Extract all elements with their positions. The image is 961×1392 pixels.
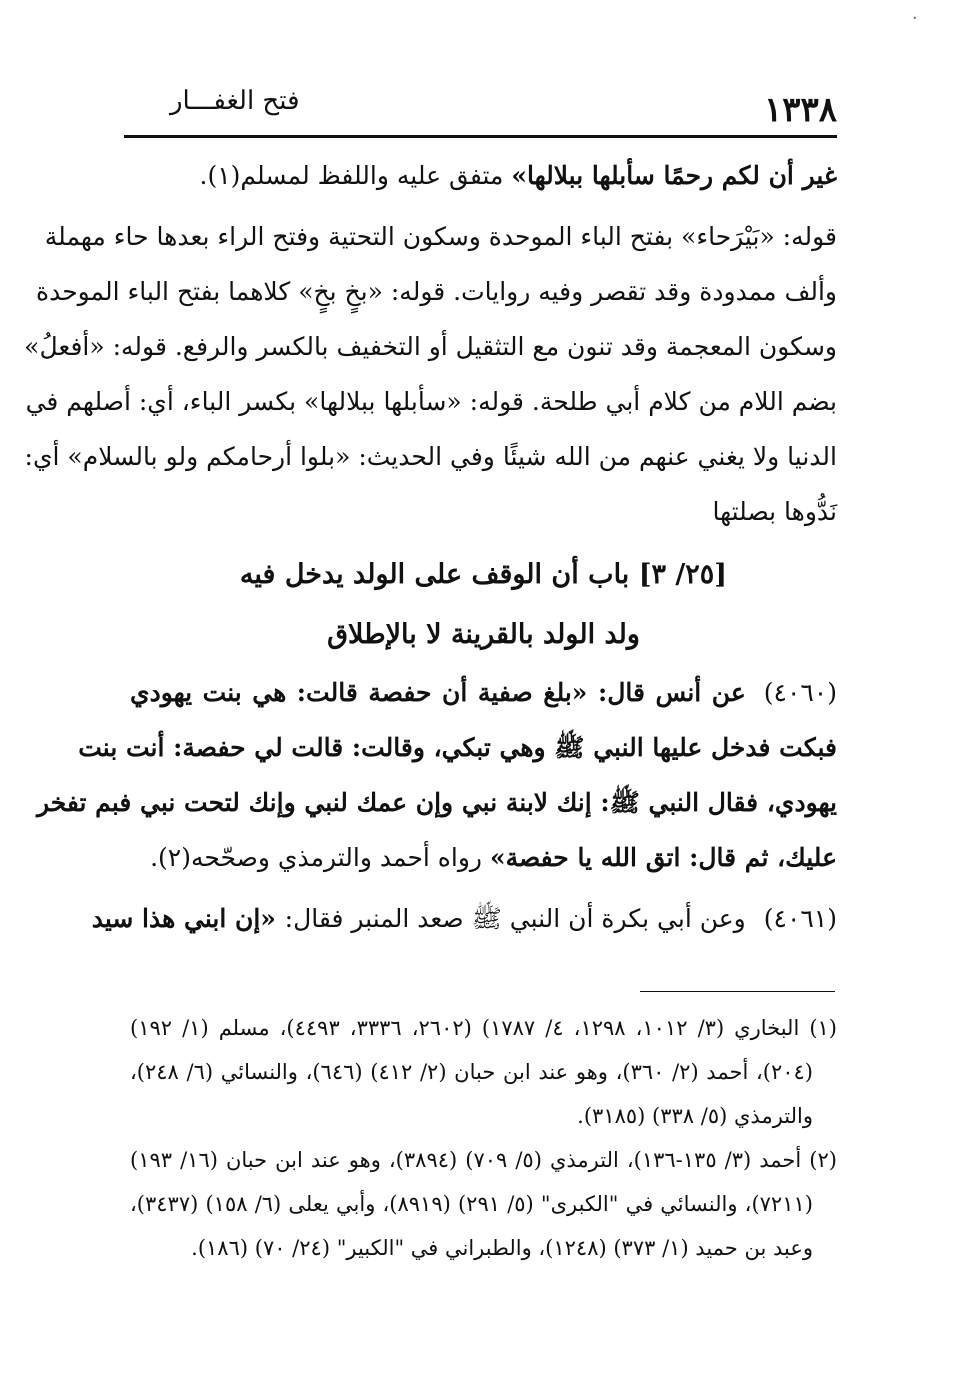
hadith-text: عن أنس قال: «بلغ صفية أن حفصة قالت: هي بنت يهودي (130, 678, 746, 707)
hadith-text: «إن ابني هذا سيد (91, 904, 285, 933)
text-line: وألف ممدودة وقد تقصر وفيه روايات. قوله: «بخٍ بخٍ» كلاهما بفتح الباء الموحدة (35, 277, 837, 306)
footnote-line: وعبد بن حميد (١/ ٣٧٣) (١٢٤٨)، والطبراني في "الكبير" (٢٤/ ٧٠) (١٨٦). (191, 1236, 813, 1260)
attribution-text: رواه أحمد والترمذي وصحّحه(٢). (150, 843, 490, 872)
footnote-line: (٢٠٤)، أحمد (٢/ ٣٦٠)، وهو عند ابن حبان (٢/ ٤١٢) (٦٤٦)، والنسائي (٦/ ٢٤٨)، (130, 1060, 813, 1084)
chapter-heading-line-1: [٢٥/ ٣] باب أن الوقف على الولد يدخل فيه (239, 559, 728, 590)
hadith-4060 (36, 665, 837, 885)
footnote-line: (٢) أحمد (٣/ ١٣٥-١٣٦)، الترمذي (٥/ ٧٠٩) (٣٨٩٤)، وهو عند ابن حبان (١٦/ ١٩٣) (130, 1148, 837, 1172)
paragraph-hadith-end (130, 148, 837, 203)
footnote-separator (640, 991, 835, 992)
book-title: فتح الغفـــار (170, 86, 300, 116)
paragraph-commentary (24, 209, 837, 539)
footnote-1 (130, 1006, 837, 1138)
text-line (130, 830, 837, 885)
quote-bold: غير أن لكم رحمًا سأبلها ببلالها» (511, 161, 837, 190)
footnote-2 (130, 1138, 837, 1270)
text-line: قوله: «بَيْرَحاء» بفتح الباء الموحدة وسكون التحتية وفتح الراء بعدها حاء مهملة (44, 222, 837, 251)
page-header (128, 86, 837, 140)
text-line: بضم اللام من كلام أبي طلحة. قوله: «سأبلها ببلالها» بكسر الباء، أي: أصلهم في (25, 387, 837, 416)
page-number: ١٣٣٨ (763, 90, 837, 130)
text-line (130, 148, 837, 203)
header-rule (124, 135, 837, 138)
text-line: نَدُّوها بصلتها (712, 497, 837, 526)
hadith-intro: وعن أبي بكرة أن النبي ﷺ صعد المنبر فقال: (284, 904, 746, 933)
text-line: يهودي، فقال النبي ﷺ: إنك لابنة نبي وإن عمك لنبي وإنك لتحت نبي فبم تفخر (36, 788, 837, 817)
main-text (24, 148, 837, 952)
chapter-heading-line-2: ولد الولد بالقرينة لا بالإطلاق (327, 619, 640, 650)
footnote-line: (٧٢١١)، والنسائي في "الكبرى" (٥/ ٢٩١) (٨٩١٩)، وأبي يعلى (٦/ ١٥٨) (٣٤٣٧)، (130, 1192, 813, 1216)
attribution-text: متفق عليه واللفظ لمسلم(١). (199, 161, 512, 190)
footnote-line: والترمذي (٥/ ٣٣٨) (٣١٨٥). (577, 1104, 813, 1128)
footnotes (130, 1006, 837, 1270)
text-line (130, 665, 837, 720)
margin-mark: · (912, 8, 918, 29)
footnote-line: (١) البخاري (٣/ ١٠١٢، ١٢٩٨، ٤/ ١٧٨٧) (٢٦٠٢، ٣٣٣٦، ٤٤٩٣)، مسلم (١/ ١٩٢) (130, 1016, 837, 1040)
hadith-number: (٤٠٦١) (763, 904, 837, 933)
text-line (91, 891, 837, 946)
text-line: وسكون المعجمة وقد تنون مع التثقيل أو التخفيف بالكسر والرفع. قوله: «أفعلُ» (24, 332, 837, 361)
hadith-number: (٤٠٦٠) (763, 678, 837, 707)
text-line: فبكت فدخل عليها النبي ﷺ وهي تبكي، وقالت: قالت لي حفصة: أنت بنت (78, 733, 837, 762)
hadith-text: عليك، ثم قال: اتق الله يا حفصة» (489, 843, 837, 872)
hadith-4061 (91, 891, 837, 946)
text-line: الدنيا ولا يغني عنهم من الله شيئًا وفي الحديث: «بلوا أرحامكم ولو بالسلام» أي: (24, 442, 837, 471)
